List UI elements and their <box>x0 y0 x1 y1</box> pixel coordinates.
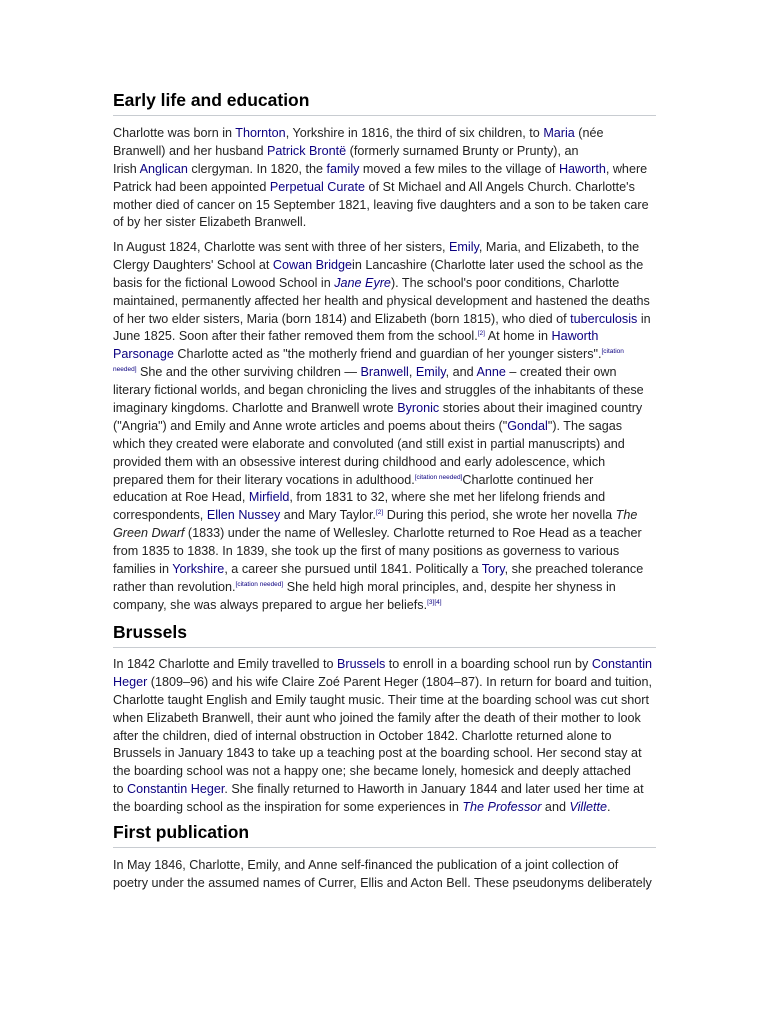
text-segment: moved a few miles to the village of <box>359 161 559 176</box>
text-segment: after the children, died of internal obstruction in October 1842. Charlotte returned alone to <box>113 728 612 743</box>
wiki-link[interactable]: Perpetual Curate <box>269 179 366 194</box>
text-segment: She and the other surviving children — <box>136 365 361 380</box>
wiki-link[interactable]: Anglican <box>139 161 188 176</box>
text-line <box>113 257 656 275</box>
paragraph-early-life-1 <box>113 125 656 232</box>
text-line <box>113 674 656 692</box>
citation-link[interactable]: [2] <box>375 509 384 517</box>
text-line <box>113 197 656 215</box>
text-segment: stories about their imagined country <box>439 401 643 416</box>
text-line <box>113 597 656 615</box>
text-line <box>113 692 656 710</box>
paragraph-brussels <box>113 656 656 817</box>
wiki-link[interactable]: family <box>326 161 360 176</box>
paragraph-early-life-2 <box>113 239 656 615</box>
text-segment: poetry under the assumed names of Currer, Ellis and Acton Bell. These pseudonyms deliberately <box>113 875 652 890</box>
text-segment: Brussels in January 1843 to take up a teaching post at the boarding school. Her second stay at <box>113 746 642 761</box>
wiki-link[interactable]: Tory <box>481 562 505 577</box>
text-segment: , a career she pursued until 1841. Politically a <box>224 562 482 577</box>
text-segment: to enroll in a boarding school run by <box>385 657 592 671</box>
wiki-link[interactable]: Branwell <box>360 365 409 380</box>
text-segment: Irish <box>113 161 140 176</box>
citation-link[interactable]: needed] <box>113 366 137 374</box>
text-segment: She held high moral principles, and, despite her shyness in <box>283 579 616 594</box>
wiki-link[interactable]: Gondal <box>507 418 548 433</box>
text-segment: Charlotte acted as "the motherly friend and guardian of her younger sisters". <box>173 347 602 362</box>
text-line <box>113 293 656 311</box>
text-segment: ("Angria") and Emily and Anne wrote articles and poems about theirs (" <box>113 418 508 433</box>
text-segment: June 1825. Soon after their father removed them from the school. <box>113 329 478 344</box>
text-line <box>113 745 656 763</box>
text-segment: In August 1824, Charlotte was sent with three of her sisters, <box>113 240 450 254</box>
text-segment: (formerly surnamed Brunty or Prunty), an <box>346 143 579 158</box>
wiki-link[interactable]: Byronic <box>397 401 440 416</box>
wiki-link[interactable]: Haworth <box>558 161 606 176</box>
wiki-link[interactable]: Emily <box>449 240 479 254</box>
text-segment: Patrick had been appointed <box>113 179 270 194</box>
text-segment: In May 1846, Charlotte, Emily, and Anne self-financed the publication of a joint collection of <box>113 858 619 872</box>
text-segment: ). The school's poor conditions, Charlotte <box>390 275 620 290</box>
text-line <box>113 763 656 781</box>
text-segment: correspondents, <box>113 508 207 523</box>
italic-text: The <box>615 508 638 523</box>
text-segment: provided them with an obsessive interest during childhood and early adolescence, which <box>113 454 606 469</box>
text-line <box>113 346 656 364</box>
text-segment: – created their own <box>505 365 617 380</box>
text-segment: education at Roe Head, <box>113 490 249 505</box>
wiki-link[interactable]: Constantin Heger <box>127 782 225 797</box>
text-line <box>113 125 656 143</box>
text-segment: maintained, permanently affected her health and physical development and hastened the deaths <box>113 293 650 308</box>
text-segment: when Elizabeth Branwell, their aunt who joined the family after the death of their mother to look <box>113 710 641 725</box>
text-segment: (1833) under the name of Wellesley. Charlotte returned to Roe Head as a teacher <box>184 526 642 541</box>
wiki-link[interactable]: Jane Eyre <box>334 275 391 290</box>
text-line <box>113 382 656 400</box>
wiki-link[interactable]: Constantin <box>591 657 653 671</box>
text-segment: , she preached tolerance <box>504 562 644 577</box>
wiki-link[interactable]: Haworth <box>551 329 599 344</box>
section-heading-early-life: Early life and education <box>113 89 656 116</box>
text-segment: , Yorkshire in 1816, the third of six children, to <box>285 126 544 140</box>
text-segment: imaginary kingdoms. Charlotte and Branwell wrote <box>113 401 398 416</box>
text-segment: "). The sagas <box>547 418 623 433</box>
text-segment: Branwell) and her husband <box>113 143 268 158</box>
text-segment: and Mary Taylor. <box>280 508 376 523</box>
text-line <box>113 656 656 674</box>
text-segment: During this period, she wrote her novella <box>383 508 616 523</box>
text-segment: basis for the fictional Lowood School in <box>113 275 335 290</box>
text-line <box>113 239 656 257</box>
section-heading-first-publication: First publication <box>113 821 656 848</box>
wiki-link[interactable]: Thornton <box>235 126 286 140</box>
wiki-link[interactable]: Maria <box>543 126 575 140</box>
paragraph-first-publication <box>113 857 656 893</box>
text-segment: (1809–96) and his wife Claire Zoé Parent Heger (1804–87). In return for board and tuition, <box>147 674 653 689</box>
text-segment: the boarding school as the inspiration for some experiences in <box>113 800 463 815</box>
text-line <box>113 489 656 507</box>
text-line <box>113 328 656 346</box>
text-line <box>113 781 656 799</box>
text-line <box>113 543 656 561</box>
wiki-link[interactable]: Villette <box>569 800 608 815</box>
text-segment: , where <box>605 161 648 176</box>
text-segment: Charlotte taught English and Emily taught music. Their time at the boarding school was cut short <box>113 692 649 707</box>
text-segment: Clergy Daughters' School at <box>113 257 273 272</box>
text-segment: (née <box>574 126 604 140</box>
text-segment: . She finally returned to Haworth in January 1844 and later used her time at <box>224 782 644 797</box>
text-line <box>113 507 656 525</box>
text-segment: , from 1831 to 32, where she met her lifelong friends and <box>289 490 606 505</box>
text-segment: , and <box>445 365 477 380</box>
text-segment: and <box>541 800 570 815</box>
text-line <box>113 799 656 817</box>
text-segment: Charlotte continued her <box>462 472 594 487</box>
text-line <box>113 875 656 893</box>
text-line <box>113 311 656 329</box>
text-segment: At home in <box>484 329 552 344</box>
text-segment: of her two elder sisters, Maria (born 1814) and Elizabeth (born 1815), who died of <box>113 311 571 326</box>
text-line <box>113 472 656 490</box>
text-segment: In 1842 Charlotte and Emily travelled to <box>113 657 338 671</box>
text-line <box>113 143 656 161</box>
wiki-link[interactable]: Anne <box>476 365 506 380</box>
text-segment: , <box>408 365 416 380</box>
text-segment: prepared them for their literary vocations in adulthood. <box>113 472 415 487</box>
section-heading-brussels: Brussels <box>113 621 656 648</box>
text-segment: to <box>113 782 128 797</box>
text-line <box>113 161 656 179</box>
text-line <box>113 364 656 382</box>
text-segment: . <box>607 800 611 815</box>
text-line <box>113 436 656 454</box>
text-segment: mother died of cancer on 15 September 1821, leaving five daughters and a son to be taken care <box>113 197 649 212</box>
citation-link[interactable]: [3][4] <box>427 598 442 606</box>
text-line <box>113 400 656 418</box>
wiki-link[interactable]: Brussels <box>337 657 386 671</box>
text-line <box>113 579 656 597</box>
text-line <box>113 561 656 579</box>
wiki-link[interactable]: Cowan Bridge <box>272 257 353 272</box>
text-line <box>113 275 656 293</box>
wiki-link[interactable]: tuberculosis <box>570 311 638 326</box>
text-segment: in <box>637 311 651 326</box>
text-line <box>113 728 656 746</box>
text-line <box>113 418 656 436</box>
text-segment: clergyman. In 1820, the <box>187 161 327 176</box>
wiki-link[interactable]: Parsonage <box>113 347 174 362</box>
text-segment: company, she was always prepared to argue her beliefs. <box>113 597 428 612</box>
citation-link[interactable]: [citation <box>601 348 624 356</box>
text-line <box>113 710 656 728</box>
wiki-link[interactable]: Ellen Nussey <box>206 508 281 523</box>
text-segment: literary fictional worlds, and began chronicling the lives and struggles of the inhabitants of these <box>113 383 644 398</box>
wiki-link[interactable]: Yorkshire <box>172 562 225 577</box>
citation-link[interactable]: [2] <box>477 330 485 338</box>
wiki-link[interactable]: Heger <box>113 674 148 689</box>
text-segment: Charlotte was born in <box>113 126 236 140</box>
text-line <box>113 179 656 197</box>
text-segment: families in <box>113 562 173 577</box>
wiki-link[interactable]: The Professor <box>462 800 542 815</box>
italic-text: Green Dwarf <box>113 526 185 541</box>
text-line <box>113 454 656 472</box>
text-segment: , Maria, and Elizabeth, to the <box>478 240 640 254</box>
citation-link[interactable]: [citation needed] <box>235 580 284 588</box>
text-segment: from 1835 to 1838. In 1839, she took up the first of many positions as governess to various <box>113 544 620 559</box>
text-segment: of by her sister Elizabeth Branwell. <box>113 215 307 230</box>
text-line <box>113 857 656 875</box>
text-segment: the boarding school was not a happy one; she became lonely, homesick and deeply attached <box>113 764 631 779</box>
citation-link[interactable]: [citation needed] <box>414 473 463 481</box>
text-line <box>113 525 656 543</box>
text-line <box>113 214 656 232</box>
wiki-link[interactable]: Patrick Brontë <box>267 143 347 158</box>
wiki-link[interactable]: Mirfield <box>248 490 290 505</box>
text-segment: of St Michael and All Angels Church. Charlotte's <box>365 179 635 194</box>
text-segment: rather than revolution. <box>113 579 236 594</box>
text-segment: in Lancashire (Charlotte later used the school as the <box>352 257 644 272</box>
wiki-link[interactable]: Emily <box>415 365 446 380</box>
text-segment: which they created were elaborate and convoluted (and still exist in partial manuscripts) and <box>113 436 625 451</box>
